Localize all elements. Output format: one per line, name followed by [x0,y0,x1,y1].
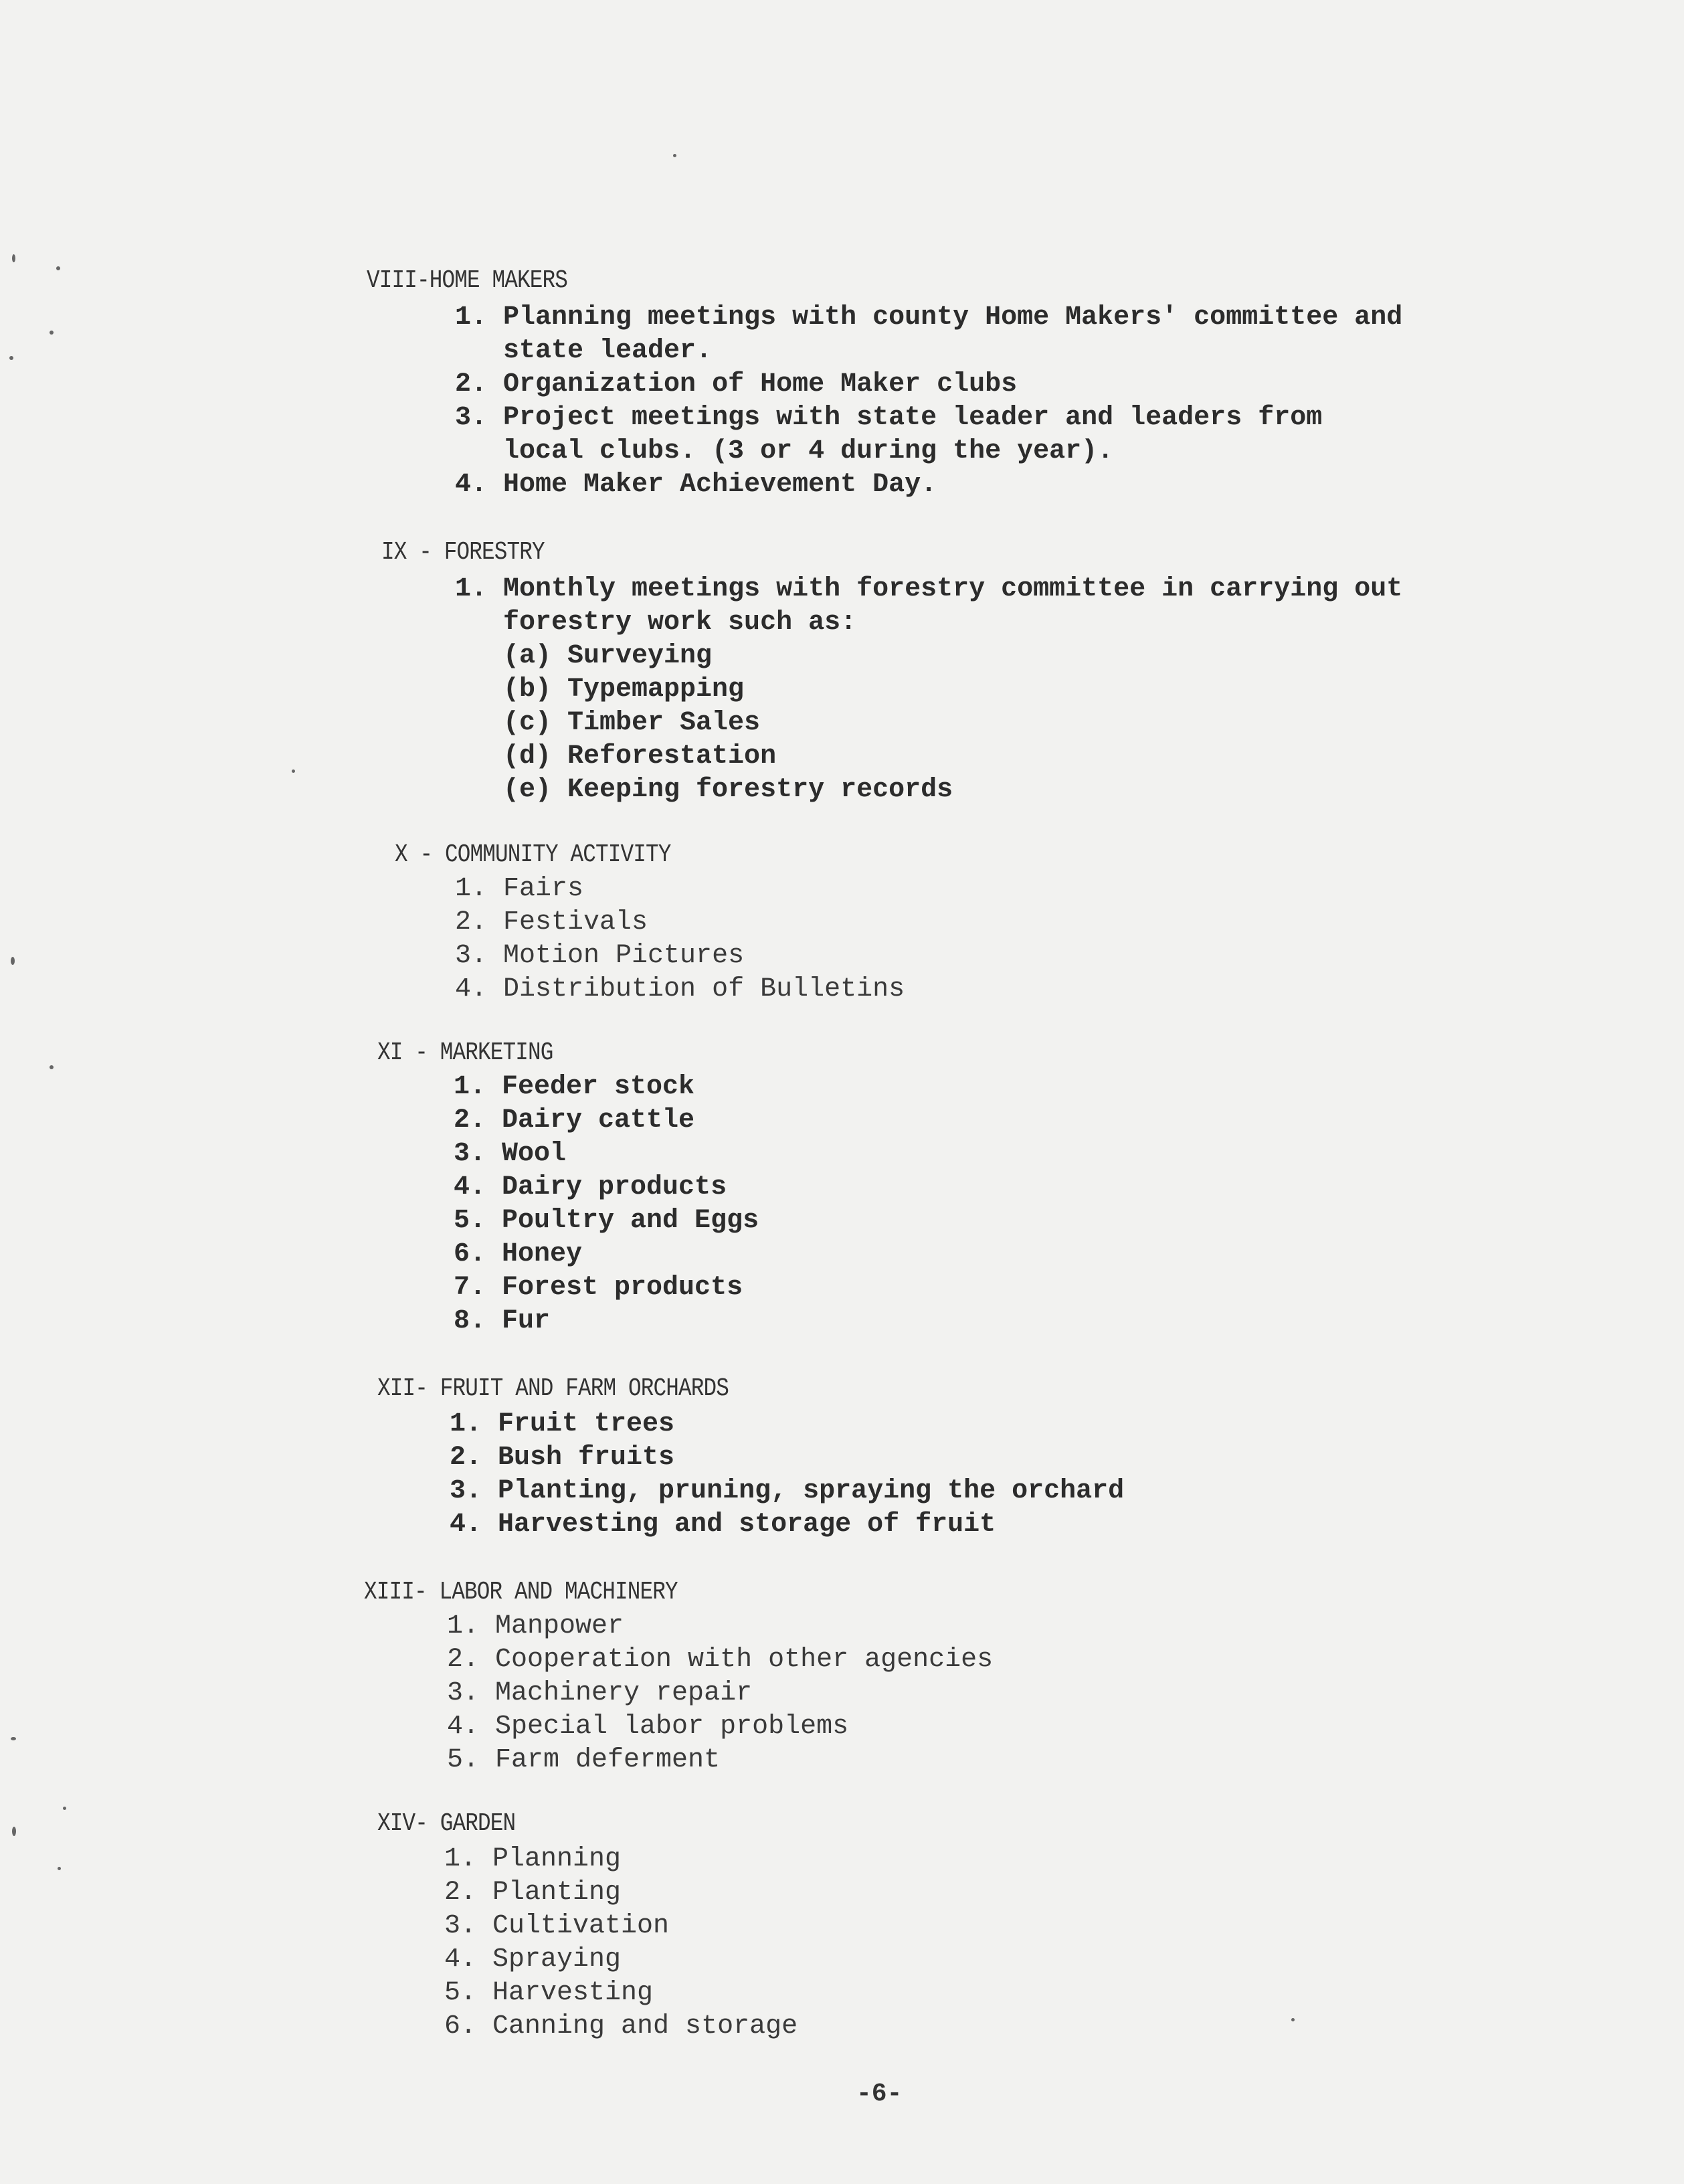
garden-item-1: 1. Planning [444,1844,622,1874]
community-item-4: 4. Distribution of Bulletins [455,974,905,1004]
labor-item-3: 3. Machinery repair [447,1678,753,1708]
section-heading-garden: XIV- GARDEN [377,1809,516,1838]
forestry-item-1-line-2: forestry work such as: [503,608,857,638]
scan-speck [50,1065,54,1069]
labor-item-4: 4. Special labor problems [447,1712,849,1742]
scan-speck [63,1807,66,1810]
garden-item-3: 3. Cultivation [444,1911,670,1941]
marketing-item-7: 7. Forest products [454,1273,743,1303]
forestry-subitem-d: (d) Reforestation [503,741,777,771]
orchards-item-4: 4. Harvesting and storage of fruit [450,1510,996,1540]
section-heading-labor-machinery: XIII- LABOR AND MACHINERY [364,1578,678,1607]
scan-speck [292,769,295,773]
scan-speck [58,1867,61,1870]
marketing-item-2: 2. Dairy cattle [454,1105,695,1135]
scan-speck [12,1827,16,1836]
scan-speck [50,331,54,335]
garden-item-6: 6. Canning and storage [444,2011,798,2041]
marketing-item-6: 6. Honey [454,1239,583,1269]
community-item-2: 2. Festivals [455,907,648,937]
forestry-subitem-e: (e) Keeping forestry records [503,775,953,805]
forestry-subitem-c: (c) Timber Sales [503,708,761,738]
labor-item-1: 1. Manpower [447,1611,624,1641]
scan-speck [673,154,676,157]
garden-item-5: 5. Harvesting [444,1978,654,2008]
scan-speck [56,266,60,270]
community-item-3: 3. Motion Pictures [455,941,745,971]
scan-speck [11,957,15,965]
section-heading-forestry: IX - FORESTRY [381,538,545,567]
marketing-item-4: 4. Dairy products [454,1172,727,1202]
garden-item-4: 4. Spraying [444,1944,622,1975]
orchards-item-1: 1. Fruit trees [450,1409,675,1439]
labor-item-5: 5. Farm deferment [447,1745,721,1775]
home-makers-item-2: 2. Organization of Home Maker clubs [455,369,1018,399]
section-heading-marketing: XI - MARKETING [377,1038,553,1067]
section-heading-fruit-orchards: XII- FRUIT AND FARM ORCHARDS [377,1374,729,1403]
marketing-item-3: 3. Wool [454,1139,567,1169]
marketing-item-8: 8. Fur [454,1306,551,1336]
scan-speck [12,254,15,262]
scan-speck [1291,2018,1295,2021]
orchards-item-2: 2. Bush fruits [450,1443,675,1473]
marketing-item-5: 5. Poultry and Eggs [454,1206,759,1236]
section-heading-home-makers: VIII-HOME MAKERS [367,266,568,295]
garden-item-2: 2. Planting [444,1878,622,1908]
home-makers-item-4: 4. Home Maker Achievement Day. [455,470,937,500]
section-heading-community-activity: X - COMMUNITY ACTIVITY [395,840,671,869]
forestry-subitem-b: (b) Typemapping [503,674,745,705]
community-item-1: 1. Fairs [455,874,584,904]
forestry-item-1-line-1: 1. Monthly meetings with forestry committee in carrying out [455,574,1403,604]
scan-speck [9,356,13,360]
orchards-item-3: 3. Planting, pruning, spraying the orchard [450,1476,1125,1506]
marketing-item-1: 1. Feeder stock [454,1072,695,1102]
scan-speck [11,1737,16,1740]
page-number: -6- [856,2080,903,2108]
home-makers-item-1-line-2: state leader. [503,336,713,366]
labor-item-2: 2. Cooperation with other agencies [447,1645,994,1675]
forestry-subitem-a: (a) Surveying [503,641,713,671]
home-makers-item-3-line-1: 3. Project meetings with state leader and leaders from [455,403,1323,433]
home-makers-item-3-line-2: local clubs. (3 or 4 during the year). [503,436,1114,466]
home-makers-item-1-line-1: 1. Planning meetings with county Home Makers' committee and [455,302,1403,333]
